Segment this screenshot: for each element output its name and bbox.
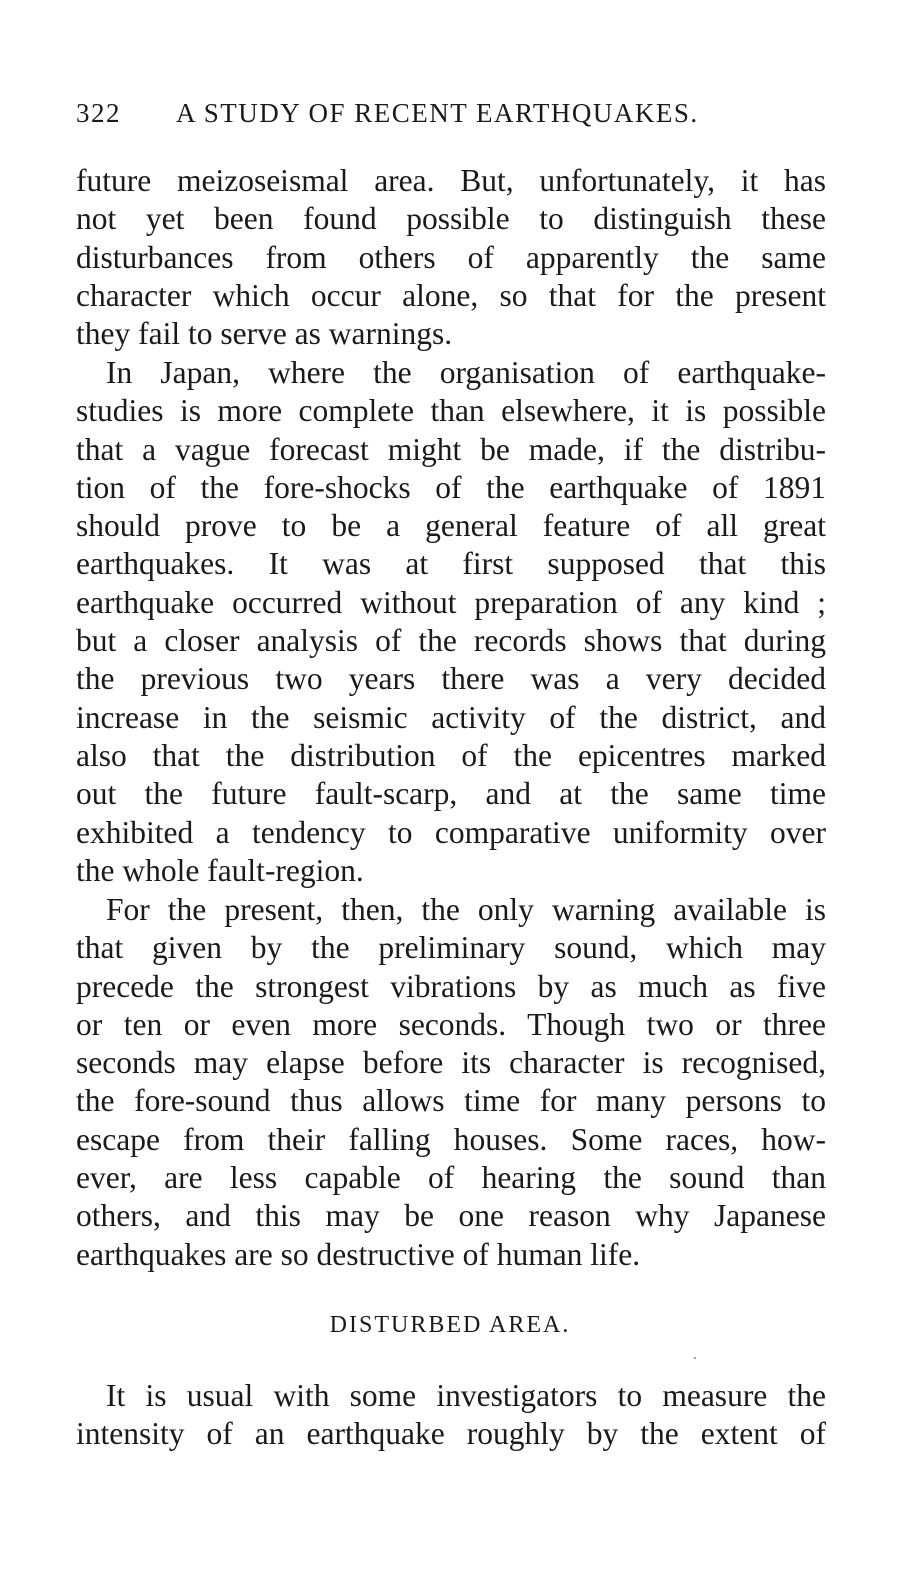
paragraph-warning-sound bbox=[76, 891, 826, 1274]
running-title: A STUDY OF RECENT EARTHQUAKES. bbox=[176, 98, 699, 128]
text-line: the previous two years there was a very decided bbox=[76, 661, 826, 697]
text-line: earthquakes are so destructive of human life. bbox=[76, 1236, 641, 1272]
text-line: In Japan, where the organisation of earthquake- bbox=[106, 355, 826, 390]
text-line: It is usual with some investigators to measure the bbox=[106, 1378, 826, 1413]
text-line: but a closer analysis of the records shows that during bbox=[76, 623, 826, 659]
text-line: intensity of an earthquake roughly by the extent of bbox=[76, 1416, 826, 1452]
text-line: tion of the fore-shocks of the earthquake of 1891 bbox=[76, 469, 826, 505]
text-line: exhibited a tendency to comparative uniformity over bbox=[76, 814, 826, 850]
text-line: For the present, then, the only warning available is bbox=[106, 892, 826, 927]
text-line: disturbances from others of apparently the same bbox=[76, 239, 826, 275]
text-line: that given by the preliminary sound, which may bbox=[76, 930, 826, 966]
text-line: escape from their falling houses. Some races, how- bbox=[76, 1121, 826, 1157]
text-line: they fail to serve as warnings. bbox=[76, 316, 453, 352]
running-head bbox=[76, 98, 836, 138]
text-line: not yet been found possible to distinguish these bbox=[76, 201, 826, 237]
text-line: seconds may elapse before its character is recognised, bbox=[76, 1045, 826, 1081]
text-line: character which occur alone, so that for the present bbox=[76, 277, 826, 313]
text-line: also that the distribution of the epicentres marked bbox=[76, 737, 826, 773]
paragraph-japan-forecast bbox=[76, 354, 826, 890]
text-line: others, and this may be one reason why Japanese bbox=[76, 1198, 826, 1234]
text-line: or ten or even more seconds. Though two or three bbox=[76, 1006, 826, 1042]
text-line: should prove to be a general feature of all great bbox=[76, 508, 826, 544]
page-number: 322 bbox=[76, 98, 121, 128]
paragraph-disturbed-area bbox=[76, 1377, 826, 1454]
text-line: the whole fault-region. bbox=[76, 852, 364, 888]
text-line: future meizoseismal area. But, unfortunately, it has bbox=[76, 163, 826, 198]
text-line: precede the strongest vibrations by as much as five bbox=[76, 968, 826, 1004]
paragraph-continuation bbox=[76, 162, 826, 353]
text-line: earthquake occurred without preparation of any kind ; bbox=[76, 584, 826, 620]
text-line: earthquakes. It was at first supposed that this bbox=[76, 546, 826, 582]
text-line: studies is more complete than elsewhere, it is possible bbox=[76, 393, 826, 429]
section-heading: DISTURBED AREA. bbox=[329, 1312, 571, 1338]
print-speck bbox=[694, 1357, 696, 1359]
text-line: increase in the seismic activity of the district, and bbox=[76, 699, 826, 735]
text-line: out the future fault-scarp, and at the same time bbox=[76, 776, 826, 812]
text-line: that a vague forecast might be made, if the distribu- bbox=[76, 431, 826, 467]
text-line: the fore-sound thus allows time for many persons to bbox=[76, 1083, 826, 1119]
text-line: ever, are less capable of hearing the sound than bbox=[76, 1160, 826, 1196]
